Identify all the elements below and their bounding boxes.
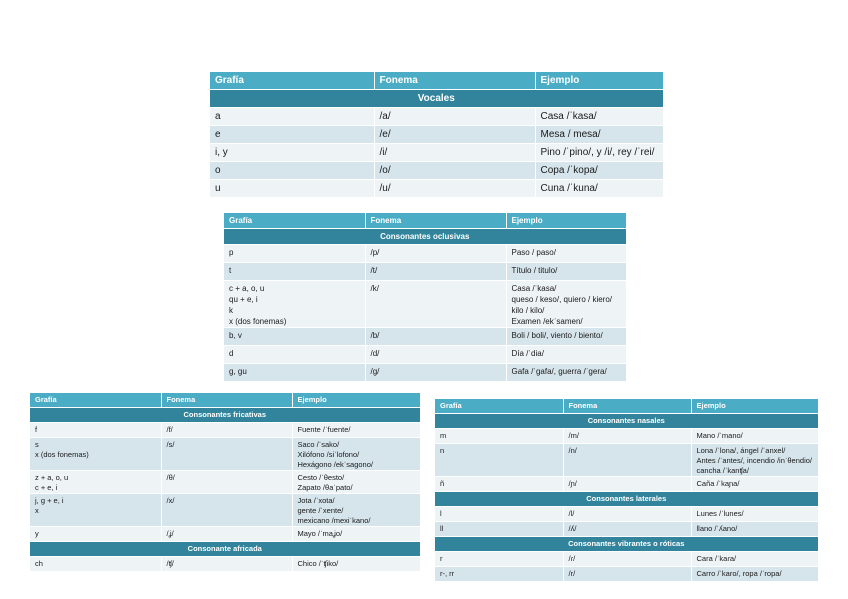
grafia-cell	[435, 444, 563, 477]
grafia-cell	[224, 364, 365, 382]
ejemplo-cell-line: Antes /ˈantes/, incendio /inˈθendio/	[696, 456, 812, 465]
fricatives-group	[30, 408, 420, 542]
grafia-cell-line: x (dos fonemas)	[35, 450, 89, 459]
fricatives-table	[30, 393, 421, 572]
ejemplo-cell-line: Copa /ˈkopa/	[540, 165, 598, 176]
table-row	[224, 364, 626, 382]
grafia-cell-line: i, y	[215, 147, 228, 158]
ejemplo-cell-line: Caña /ˈkaɲa/	[696, 479, 740, 488]
header-grafia: Grafía	[435, 399, 563, 414]
ejemplo-cell	[506, 263, 626, 281]
grafia-cell	[435, 567, 563, 582]
grafia-cell	[224, 328, 365, 346]
grafia-cell	[224, 346, 365, 364]
section-title: Consonantes vibrantes o róticas	[435, 537, 818, 552]
table-row	[210, 180, 663, 198]
vibrants-group	[435, 537, 818, 582]
ejemplo-cell-line: Carro /ˈkaro/, ropa /ˈropa/	[696, 569, 782, 578]
ejemplo-cell	[506, 346, 626, 364]
laterals-group	[435, 492, 818, 537]
grafia-cell	[210, 144, 374, 162]
grafia-cell	[224, 245, 365, 263]
grafia-cell-line: c + e, i	[35, 483, 58, 492]
grafia-cell-line: ñ	[440, 479, 445, 488]
fonema-cell: /n/	[563, 444, 691, 477]
ejemplo-cell-line: Día /ˈdia/	[511, 349, 544, 358]
ejemplo-cell	[292, 423, 420, 438]
grafia-cell	[30, 527, 161, 542]
fonema-cell: /r/	[563, 567, 691, 582]
ejemplo-cell-line: Título / titulo/	[511, 266, 558, 275]
header-row	[210, 72, 663, 90]
ejemplo-cell-line: Saco /ˈsako/	[297, 440, 340, 449]
table-row	[30, 423, 420, 438]
section-header-row	[210, 90, 663, 108]
ejemplo-cell	[535, 108, 663, 126]
ejemplo-cell	[506, 328, 626, 346]
table-row	[30, 438, 420, 471]
fonema-cell: /k/	[365, 281, 506, 328]
grafia-cell-line: r-, rr	[440, 569, 455, 578]
header-fonema: Fonema	[365, 213, 506, 229]
grafia-cell-line: p	[229, 248, 234, 257]
grafia-cell-line: u	[215, 183, 221, 194]
fonema-cell: /p/	[365, 245, 506, 263]
ejemplo-cell-line: mexicano /mexiˈkano/	[297, 516, 371, 525]
grafia-cell	[30, 557, 161, 572]
ejemplo-cell-line: Chico /ˈʧiko/	[297, 559, 339, 568]
header-grafia: Grafía	[224, 213, 365, 229]
grafia-cell-line: a	[215, 111, 221, 122]
ejemplo-cell	[292, 527, 420, 542]
grafia-cell-line: s	[35, 440, 39, 449]
ejemplo-cell-line: Hexágono /ekˈsagono/	[297, 460, 373, 469]
header-ejemplo: Ejemplo	[691, 399, 818, 414]
grafia-cell-line: qu + e, i	[229, 295, 258, 304]
ejemplo-cell-line: Pino /ˈpino/, y /i/, rey /ˈrei/	[540, 147, 655, 158]
section-header-row	[435, 537, 818, 552]
affricate-group	[30, 542, 420, 572]
occlusives-table	[224, 213, 627, 382]
fonema-cell: /e/	[374, 126, 535, 144]
ejemplo-cell-line: Jota /ˈxota/	[297, 496, 335, 505]
table-row	[30, 527, 420, 542]
table-row	[435, 444, 818, 477]
section-header-row	[30, 408, 420, 423]
ejemplo-cell	[691, 507, 818, 522]
ejemplo-cell	[691, 477, 818, 492]
ejemplo-cell	[535, 180, 663, 198]
fonema-cell: /l/	[563, 507, 691, 522]
grafia-cell-line: e	[215, 129, 221, 140]
table-row	[224, 245, 626, 263]
ejemplo-cell	[691, 429, 818, 444]
grafia-cell	[210, 162, 374, 180]
section-title: Consonantes nasales	[435, 414, 818, 429]
fonema-cell: /s/	[161, 438, 292, 471]
ejemplo-cell	[506, 281, 626, 328]
ejemplo-cell-line: Xilófono /siˈlofono/	[297, 450, 360, 459]
grafia-cell	[210, 180, 374, 198]
grafia-cell-line: t	[229, 266, 232, 275]
ejemplo-cell-line: Cesto /ˈθesto/	[297, 473, 345, 482]
ejemplo-cell	[506, 245, 626, 263]
ejemplo-cell	[691, 567, 818, 582]
grafia-cell-line: n	[440, 446, 445, 455]
ejemplo-cell	[292, 557, 420, 572]
ejemplo-cell	[292, 494, 420, 527]
ejemplo-cell-line: Cuna /ˈkuna/	[540, 183, 598, 194]
section-header-row	[435, 414, 818, 429]
fonema-cell: /a/	[374, 108, 535, 126]
ejemplo-cell	[535, 126, 663, 144]
table-row	[435, 477, 818, 492]
grafia-cell-line: ll	[440, 524, 444, 533]
header-ejemplo: Ejemplo	[292, 393, 420, 408]
fonema-cell: /θ/	[161, 471, 292, 494]
ejemplo-cell	[292, 438, 420, 471]
fonema-cell: /u/	[374, 180, 535, 198]
vowels-table	[210, 72, 664, 198]
grafia-cell-line: l	[440, 509, 442, 518]
grafia-cell-line: y	[35, 529, 39, 538]
ejemplo-cell-line: Paso / paso/	[511, 248, 556, 257]
grafia-cell	[210, 126, 374, 144]
table-row	[435, 507, 818, 522]
ejemplo-cell-line: Mesa / mesa/	[540, 129, 601, 140]
ejemplo-cell-line: kilo / kilo/	[511, 306, 545, 315]
grafia-cell	[30, 423, 161, 438]
grafia-cell	[435, 477, 563, 492]
fonema-cell: /o/	[374, 162, 535, 180]
section-header-row	[30, 542, 420, 557]
fonema-cell: /f/	[161, 423, 292, 438]
header-grafia: Grafía	[30, 393, 161, 408]
section-title: Vocales	[210, 90, 663, 108]
table-row	[210, 162, 663, 180]
table-row	[435, 552, 818, 567]
grafia-cell	[435, 552, 563, 567]
ejemplo-cell-line: llano /ˈʎano/	[696, 524, 738, 533]
table-row	[224, 263, 626, 281]
ejemplo-cell	[691, 552, 818, 567]
ejemplo-cell-line: cancha /ˈkanʧa/	[696, 466, 749, 475]
grafia-cell	[435, 522, 563, 537]
table-row	[435, 567, 818, 582]
fonema-cell: /ɲ/	[563, 477, 691, 492]
grafia-cell	[224, 281, 365, 328]
grafia-cell-line: j, g + e, i	[35, 496, 64, 505]
grafia-cell-line: d	[229, 349, 234, 358]
header-fonema: Fonema	[374, 72, 535, 90]
fonema-cell: /m/	[563, 429, 691, 444]
grafia-cell-line: b, v	[229, 331, 242, 340]
grafia-cell-line: c + a, o, u	[229, 284, 265, 293]
fonema-cell: /ʎ/	[563, 522, 691, 537]
occlusives-group	[224, 229, 626, 382]
header-row	[435, 399, 818, 414]
ejemplo-cell-line: Mayo /ˈmaʝo/	[297, 529, 343, 538]
section-title: Consonantes fricativas	[30, 408, 420, 423]
vowels-group	[210, 90, 663, 198]
table-row	[30, 494, 420, 527]
ejemplo-cell-line: queso / keso/, quiero / kiero/	[511, 295, 612, 304]
grafia-cell-line: x (dos fonemas)	[229, 317, 287, 326]
fonema-cell: /g/	[365, 364, 506, 382]
ejemplo-cell-line: Lona /ˈlona/, ángel /ˈanxel/	[696, 446, 786, 455]
ejemplo-cell-line: Fuente /ˈfuente/	[297, 425, 351, 434]
grafia-cell-line: r	[440, 554, 443, 563]
grafia-cell-line: f	[35, 425, 38, 434]
fonema-cell: /ɾ/	[563, 552, 691, 567]
ejemplo-cell-line: Casa /ˈkasa/	[540, 111, 597, 122]
section-header-row	[435, 492, 818, 507]
table-row	[210, 126, 663, 144]
grafia-cell-line: ch	[35, 559, 43, 568]
ejemplo-cell	[691, 444, 818, 477]
ejemplo-cell-line: Zapato /θaˈpato/	[297, 483, 353, 492]
ejemplo-cell-line: Examen /ekˈsamen/	[511, 317, 583, 326]
header-fonema: Fonema	[161, 393, 292, 408]
fonema-cell: /b/	[365, 328, 506, 346]
grafia-cell-line: k	[229, 306, 233, 315]
table-row	[224, 346, 626, 364]
table-row	[30, 471, 420, 494]
section-title: Consonantes oclusivas	[224, 229, 626, 245]
fonema-cell: /d/	[365, 346, 506, 364]
fonema-cell: /ʧ/	[161, 557, 292, 572]
ejemplo-cell	[506, 364, 626, 382]
grafia-cell	[30, 494, 161, 527]
table-row	[224, 281, 626, 328]
header-row	[224, 213, 626, 229]
fonema-cell: /x/	[161, 494, 292, 527]
header-ejemplo: Ejemplo	[506, 213, 626, 229]
section-title: Consonantes laterales	[435, 492, 818, 507]
ejemplo-cell	[691, 522, 818, 537]
header-fonema: Fonema	[563, 399, 691, 414]
ejemplo-cell-line: Lunes /ˈlunes/	[696, 509, 744, 518]
grafia-cell-line: z + a, o, u	[35, 473, 69, 482]
ejemplo-cell-line: Gafa /ˈgafa/, guerra /ˈgera/	[511, 367, 607, 376]
grafia-cell	[224, 263, 365, 281]
ejemplo-cell-line: Boli / boli/, viento / biento/	[511, 331, 603, 340]
grafia-cell	[435, 429, 563, 444]
grafia-cell	[435, 507, 563, 522]
table-row	[435, 429, 818, 444]
header-grafia: Grafía	[210, 72, 374, 90]
ejemplo-cell-line: Cara /ˈkaɾa/	[696, 554, 737, 563]
ejemplo-cell	[535, 144, 663, 162]
grafia-cell	[210, 108, 374, 126]
table-row	[224, 328, 626, 346]
section-header-row	[224, 229, 626, 245]
section-title: Consonante africada	[30, 542, 420, 557]
table-row	[210, 108, 663, 126]
ejemplo-cell-line: Mano /ˈmano/	[696, 431, 743, 440]
grafia-cell-line: o	[215, 165, 221, 176]
header-row	[30, 393, 420, 408]
ejemplo-cell	[292, 471, 420, 494]
nasals-group	[435, 414, 818, 492]
nasals-laterals-vibrants-table	[435, 399, 819, 582]
grafia-cell-line: m	[440, 431, 447, 440]
grafia-cell	[30, 471, 161, 494]
header-ejemplo: Ejemplo	[535, 72, 663, 90]
fonema-cell: /t/	[365, 263, 506, 281]
grafia-cell-line: x	[35, 506, 39, 515]
ejemplo-cell-line: Casa /ˈkasa/	[511, 284, 557, 293]
fonema-cell: /i/	[374, 144, 535, 162]
fonema-cell: /ʝ/	[161, 527, 292, 542]
ejemplo-cell	[535, 162, 663, 180]
table-row	[30, 557, 420, 572]
table-row	[435, 522, 818, 537]
table-row	[210, 144, 663, 162]
grafia-cell	[30, 438, 161, 471]
ejemplo-cell-line: gente /ˈxente/	[297, 506, 344, 515]
grafia-cell-line: g, gu	[229, 367, 247, 376]
